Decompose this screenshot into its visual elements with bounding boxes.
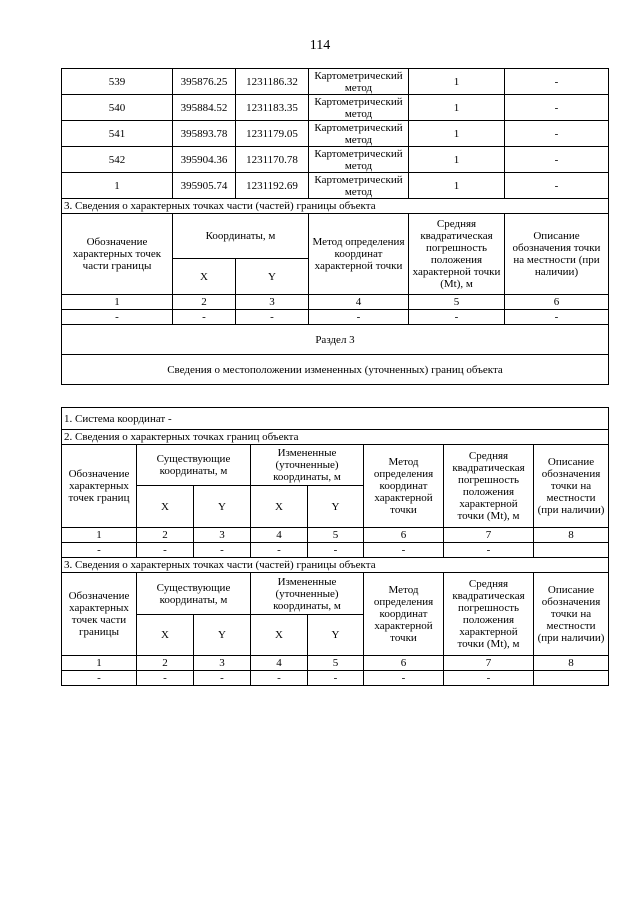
accuracy-header: Средняя квадратическая погрешность положения характерной точки (Mt), м (444, 445, 534, 528)
empty-cell: - (251, 671, 308, 686)
empty-cell: - (505, 310, 609, 325)
column-number: 2 (137, 656, 194, 671)
description-header: Описание обозначения точки на местности (при наличии) (534, 445, 609, 528)
section2-rows (62, 69, 609, 385)
description-cell: - (505, 147, 609, 173)
column-number: 2 (173, 295, 236, 310)
y-header: Y (308, 615, 364, 656)
empty-cell: - (308, 671, 364, 686)
column-number: 6 (364, 528, 444, 543)
empty-cell: - (173, 310, 236, 325)
y-coordinate-cell: 1231183.35 (236, 95, 309, 121)
column-number: 6 (505, 295, 609, 310)
empty-cell (534, 671, 609, 686)
method-cell: Картометрический метод (309, 173, 409, 199)
x-coordinate-cell: 395876.25 (173, 69, 236, 95)
x-header: X (137, 615, 194, 656)
description-header: Описание обозначения точки на местности (при наличии) (534, 573, 609, 656)
empty-cell: - (444, 543, 534, 558)
table-row (62, 671, 609, 686)
column-number: 3 (236, 295, 309, 310)
section3-subtitle: Сведения о местоположении измененных (уточненных) границ объекта (62, 355, 609, 385)
point-header: Обозначение характерных точек части границы (62, 573, 137, 656)
column-number: 4 (251, 528, 308, 543)
empty-cell: - (364, 543, 444, 558)
column-number: 8 (534, 656, 609, 671)
header-row (62, 445, 609, 486)
empty-cell: - (62, 543, 137, 558)
x-coordinate-cell: 395904.36 (173, 147, 236, 173)
section3-title: Раздел 3 (62, 325, 609, 355)
column-number: 1 (62, 295, 173, 310)
method-header: Метод определения координат характерной точки (309, 214, 409, 295)
page-number: 114 (309, 38, 331, 53)
empty-cell (534, 543, 609, 558)
empty-cell: - (62, 310, 173, 325)
column-number: 3 (194, 656, 251, 671)
empty-cell: - (444, 671, 534, 686)
x-coordinate-cell: 395884.52 (173, 95, 236, 121)
empty-cell: - (137, 671, 194, 686)
description-header: Описание обозначения точки на местности (при наличии) (505, 214, 609, 295)
column-number-row (62, 656, 609, 671)
part3-title: 3. Сведения о характерных точках части (частей) границы объекта (62, 199, 609, 214)
point-number-cell: 541 (62, 121, 173, 147)
section-title-row (62, 430, 609, 445)
description-cell: - (505, 95, 609, 121)
x-header: X (251, 486, 308, 528)
description-cell: - (505, 173, 609, 199)
changed-coords-header: Измененные (уточненные) координаты, м (251, 445, 364, 486)
section-title-row (62, 325, 609, 355)
accuracy-cell: 1 (409, 173, 505, 199)
table-row (62, 173, 609, 199)
y-coordinate-cell: 1231170.78 (236, 147, 309, 173)
empty-cell: - (409, 310, 505, 325)
y-coordinate-cell: 1231186.32 (236, 69, 309, 95)
point-header: Обозначение характерных точек части границы (62, 214, 173, 295)
coordinate-system: 1. Система координат - (62, 408, 609, 430)
column-number: 1 (62, 528, 137, 543)
x-header: X (251, 615, 308, 656)
empty-cell: - (251, 543, 308, 558)
column-number: 5 (308, 528, 364, 543)
y-coordinate-cell: 1231179.05 (236, 121, 309, 147)
changed-coords-header: Измененные (уточненные) координаты, м (251, 573, 364, 615)
section-title-row (62, 558, 609, 573)
empty-cell: - (137, 543, 194, 558)
method-header: Метод определения координат характерной точки (364, 445, 444, 528)
column-number: 6 (364, 656, 444, 671)
table-row (62, 121, 609, 147)
coordinates-header: Координаты, м (173, 214, 309, 259)
column-number: 4 (309, 295, 409, 310)
accuracy-cell: 1 (409, 95, 505, 121)
column-number: 4 (251, 656, 308, 671)
table-row (62, 69, 609, 95)
table-row (62, 543, 609, 558)
point-header: Обозначение характерных точек границ (62, 445, 137, 528)
y-header: Y (236, 259, 309, 295)
existing-coords-header: Существующие координаты, м (137, 445, 251, 486)
empty-cell: - (194, 671, 251, 686)
empty-cell: - (194, 543, 251, 558)
existing-coords-header: Существующие координаты, м (137, 573, 251, 615)
method-cell: Картометрический метод (309, 147, 409, 173)
column-number: 7 (444, 528, 534, 543)
method-cell: Картометрический метод (309, 69, 409, 95)
column-number: 3 (194, 528, 251, 543)
accuracy-cell: 1 (409, 147, 505, 173)
y-header: Y (194, 486, 251, 528)
empty-cell: - (364, 671, 444, 686)
description-cell: - (505, 69, 609, 95)
accuracy-cell: 1 (409, 121, 505, 147)
point-number-cell: 539 (62, 69, 173, 95)
x-header: X (173, 259, 236, 295)
column-number: 7 (444, 656, 534, 671)
table-row (62, 95, 609, 121)
column-number: 8 (534, 528, 609, 543)
table-row (62, 147, 609, 173)
accuracy-header: Средняя квадратическая погрешность положения характерной точки (Mt), м (409, 214, 505, 295)
part3-title: 3. Сведения о характерных точках части (частей) границы объекта (62, 558, 609, 573)
x-coordinate-cell: 395905.74 (173, 173, 236, 199)
method-cell: Картометрический метод (309, 95, 409, 121)
column-number-row (62, 295, 609, 310)
section-title-row (62, 199, 609, 214)
table-row (62, 310, 609, 325)
column-number: 5 (308, 656, 364, 671)
method-header: Метод определения координат характерной точки (364, 573, 444, 656)
x-coordinate-cell: 395893.78 (173, 121, 236, 147)
header-row (62, 214, 609, 259)
point-number-cell: 542 (62, 147, 173, 173)
y-header: Y (194, 615, 251, 656)
section2-table (61, 68, 609, 385)
x-header: X (137, 486, 194, 528)
section-title-row (62, 408, 609, 430)
column-number: 5 (409, 295, 505, 310)
section-title-row (62, 355, 609, 385)
empty-cell: - (309, 310, 409, 325)
column-number-row (62, 528, 609, 543)
y-header: Y (308, 486, 364, 528)
header-row (62, 573, 609, 615)
empty-cell: - (308, 543, 364, 558)
method-cell: Картометрический метод (309, 121, 409, 147)
empty-cell: - (236, 310, 309, 325)
point-number-cell: 1 (62, 173, 173, 199)
part2-title: 2. Сведения о характерных точках границ объекта (62, 430, 609, 445)
y-coordinate-cell: 1231192.69 (236, 173, 309, 199)
point-number-cell: 540 (62, 95, 173, 121)
description-cell: - (505, 121, 609, 147)
accuracy-header: Средняя квадратическая погрешность положения характерной точки (Mt), м (444, 573, 534, 656)
column-number: 1 (62, 656, 137, 671)
accuracy-cell: 1 (409, 69, 505, 95)
column-number: 2 (137, 528, 194, 543)
empty-cell: - (62, 671, 137, 686)
section3-table (61, 407, 609, 686)
